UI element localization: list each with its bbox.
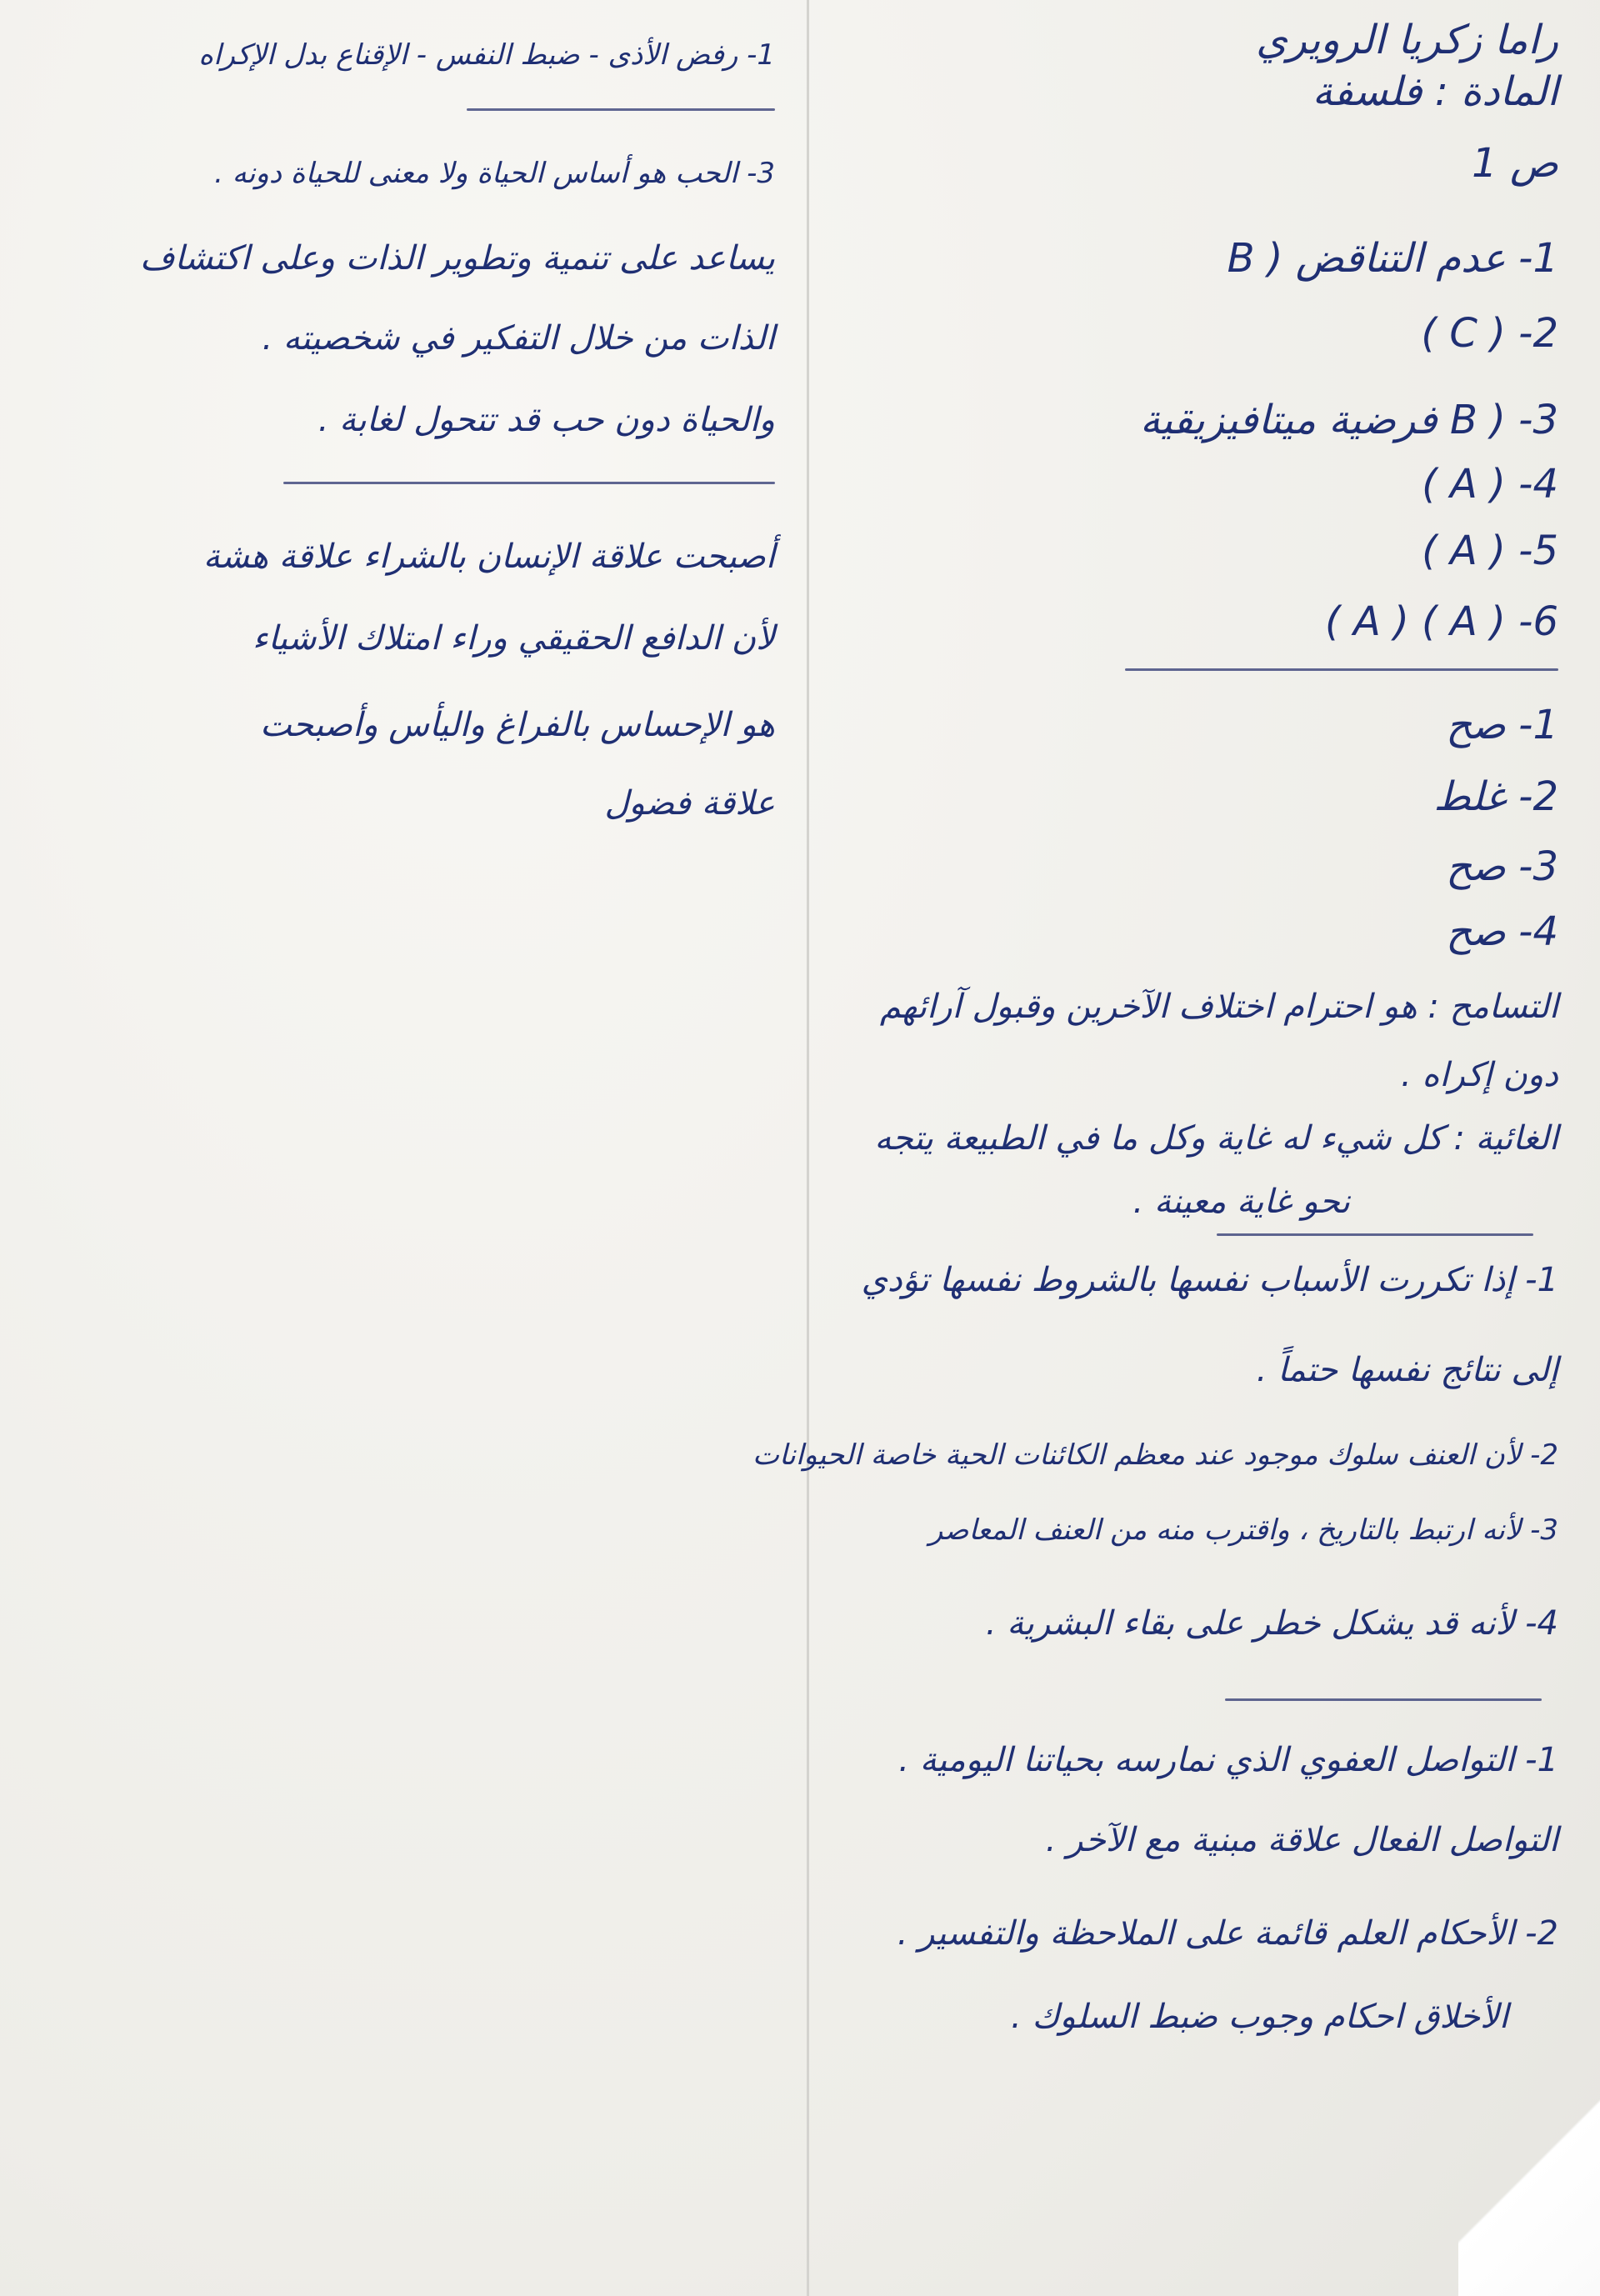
mcq-answer: 1- عدم التناقض ( B [1227,235,1558,282]
mcq-answer: 4- ( A ) [1422,461,1558,508]
definition-line: التسامح : هو احترام اختلاف الآخرين وقبول آرائهم [879,988,1558,1026]
page-number: ص 1 [1472,140,1558,187]
comparison-line: الأخلاق احكام وجوب ضبط السلوك . [1011,1998,1508,2036]
definition-line: نحو غاية معينة . [1132,1183,1350,1221]
section-divider [1125,668,1558,671]
true-false-answer: 1- صح [1446,702,1558,748]
essay-line: علاقة فضول [604,784,775,823]
subject-label: المادة : فلسفة [1312,68,1558,115]
answer-q3-line: والحياة دون حب قد تتحول لغابة . [318,401,775,439]
comparison-line: 1- التواصل العفوي الذي نمارسه بحياتنا اليومية . [898,1741,1558,1779]
reason-line: 1- إذا تكررت الأسباب نفسها بالشروط نفسها تؤدي [861,1261,1558,1299]
answer-q1: 1- رفض الأذى - ضبط النفس - الإقناع بدل الإكراه [198,38,775,72]
student-name: راما زكريا الرويري [1256,17,1558,63]
mcq-answer: 5- ( A ) [1422,528,1558,574]
comparison-line: التواصل الفعال علاقة مبنية مع الآخر . [1045,1821,1558,1859]
reason-line: إلى نتائج نفسها حتماً . [1256,1351,1558,1389]
center-fold-line [807,0,809,2296]
definition-line: دون إكراه . [1401,1056,1558,1094]
true-false-answer: 3- صح [1446,843,1558,890]
essay-line: لأن الدافع الحقيقي وراء امتلاك الأشياء [252,619,775,658]
answer-q3-line: 3- الحب هو أساس الحياة ولا معنى للحياة دونه . [214,157,775,190]
answer-q3-line: يساعد على تنمية وتطوير الذات وعلى اكتشاف [140,239,775,278]
definition-line: الغائية : كل شيء له غاية وكل ما في الطبيعة يتجه [874,1119,1558,1158]
true-false-answer: 4- صح [1446,908,1558,955]
reason-line: 3- لأنه ارتبط بالتاريخ ، واقترب منه من العنف المعاصر [928,1513,1558,1547]
reason-line: 2- لأن العنف سلوك موجود عند معظم الكائنات الحية خاصة الحيوانات [752,1438,1558,1472]
mcq-answer: 2- ( C ) [1421,310,1558,357]
section-divider [467,108,775,111]
section-divider [1225,1698,1542,1701]
section-divider [283,482,775,484]
mcq-answer: 6- ( A ) ( A ) [1324,598,1558,645]
torn-corner [1458,2079,1600,2296]
essay-line: هو الإحساس بالفراغ واليأس وأصبحت [259,706,775,744]
mcq-answer: 3- ( B فرضية ميتافيزيقية [1139,397,1558,443]
answer-q3-line: الذات من خلال التفكير في شخصيته . [262,319,775,358]
comparison-line: 2- الأحكام العلم قائمة على الملاحظة والتفسير . [897,1914,1558,1953]
section-divider [1217,1233,1533,1236]
reason-line: 4- لأنه قد يشكل خطر على بقاء البشرية . [985,1604,1558,1643]
true-false-answer: 2- غلط [1433,773,1558,820]
essay-line: أصبحت علاقة الإنسان بالشراء علاقة هشة [202,538,775,576]
